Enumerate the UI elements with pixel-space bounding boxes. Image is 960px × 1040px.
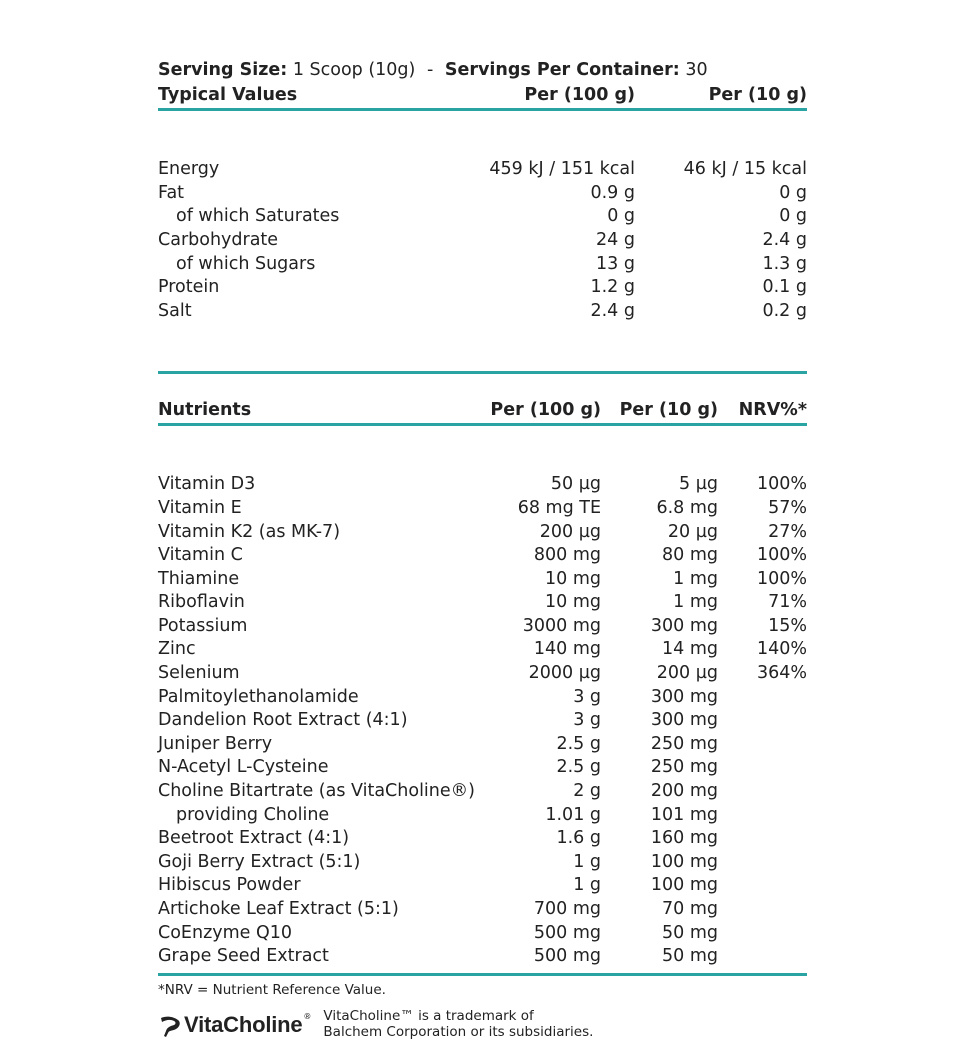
nutrient-name: CoEnzyme Q10	[158, 922, 293, 943]
nutrient-row	[158, 945, 807, 969]
nutrient-name: Vitamin K2 (as MK-7)	[158, 521, 341, 542]
trademark-notice: VitaCholine™ is a trademark of Balchem Corporation or its subsidiaries.	[323, 1007, 594, 1040]
value-per-10g: 2.4 g	[762, 229, 807, 250]
teal-rule-bottom	[158, 973, 807, 976]
nutrient-name: providing Choline	[176, 804, 330, 825]
value-per-10g: 46 kJ / 15 kcal	[683, 159, 807, 180]
serving-size-label: Serving Size:	[158, 60, 288, 80]
teal-rule	[158, 110, 807, 135]
value-per-10g: 80 mg	[662, 545, 718, 566]
value-per-100g: 3000 mg	[522, 615, 601, 636]
nutrient-row	[158, 709, 807, 733]
nutrient-name: Selenium	[158, 663, 240, 684]
teal-rule	[158, 372, 807, 397]
value-per-10g: 300 mg	[650, 615, 718, 636]
value-per-100g: 1.2 g	[590, 277, 635, 298]
value-nrv	[718, 756, 807, 780]
value-per-100g: 140 mg	[533, 639, 601, 660]
value-nrv	[718, 827, 807, 851]
value-per-10g: 0 g	[779, 206, 807, 227]
typical-row	[158, 253, 807, 277]
nutrient-name: Riboflavin	[158, 592, 245, 613]
nutrition-panel	[158, 58, 807, 1040]
value-per-10g: 0.1 g	[762, 277, 807, 298]
value-per-10g: 160 mg	[650, 828, 718, 849]
value-per-10g: 300 mg	[650, 686, 718, 707]
value-nrv	[718, 945, 807, 969]
value-per-100g: 50 µg	[550, 474, 601, 495]
value-per-100g: 24 g	[596, 229, 635, 250]
header-nutrients: Nutrients	[158, 400, 252, 421]
typical-row	[158, 276, 807, 300]
value-nrv	[718, 686, 807, 710]
value-nrv: 57%	[768, 497, 807, 518]
nutrient-row	[158, 898, 807, 922]
nutrient-name: Hibiscus Powder	[158, 875, 301, 896]
typical-values-header	[158, 82, 807, 110]
nutrient-name: Vitamin C	[158, 545, 243, 566]
value-nrv: 100%	[756, 474, 807, 495]
nutrient-name: Energy	[158, 159, 220, 180]
nutrient-row	[158, 874, 807, 898]
typical-row	[158, 205, 807, 229]
value-nrv: 27%	[768, 521, 807, 542]
value-nrv: 71%	[768, 592, 807, 613]
value-nrv	[718, 922, 807, 946]
value-per-100g: 68 mg TE	[517, 497, 601, 518]
value-per-100g: 2000 µg	[528, 663, 601, 684]
nutrient-row	[158, 780, 807, 804]
value-per-100g: 10 mg	[545, 568, 601, 589]
typical-row	[158, 158, 807, 182]
value-per-10g: 0.2 g	[762, 300, 807, 321]
nutrient-name: of which Sugars	[176, 253, 316, 274]
nutrient-row	[158, 686, 807, 710]
typical-row	[158, 229, 807, 253]
nutrient-name: Artichoke Leaf Extract (5:1)	[158, 899, 399, 919]
nutrient-name: Thiamine	[158, 568, 240, 589]
value-per-100g: 200 µg	[539, 521, 601, 542]
nutrient-name: Salt	[158, 300, 192, 321]
header-per-100g: Per (100 g)	[524, 85, 635, 105]
value-nrv: 100%	[756, 568, 807, 589]
header-per-100g: Per (100 g)	[490, 400, 601, 421]
nutrient-name: Goji Berry Extract (5:1)	[158, 851, 361, 872]
nutrient-name: Palmitoylethanolamide	[158, 686, 359, 707]
value-nrv: 15%	[768, 615, 807, 636]
nutrient-row	[158, 827, 807, 851]
value-per-10g: 250 mg	[650, 733, 718, 754]
teal-rule	[158, 425, 807, 450]
nutrient-row	[158, 615, 807, 639]
serving-size-value: 1 Scoop (10g)	[292, 60, 416, 80]
nutrient-row	[158, 473, 807, 497]
value-per-100g: 1 g	[573, 851, 601, 872]
value-per-100g: 3 g	[573, 686, 601, 707]
nutrient-row	[158, 568, 807, 592]
value-nrv: 140%	[756, 639, 807, 660]
nrv-footnote: *NRV = Nutrient Reference Value.	[158, 981, 386, 998]
value-per-10g: 20 µg	[667, 521, 718, 542]
nutrient-name: of which Saturates	[176, 206, 340, 227]
value-per-100g: 500 mg	[533, 922, 601, 943]
vitacholine-logo	[158, 1012, 311, 1038]
value-per-10g: 14 mg	[662, 639, 718, 660]
value-nrv	[718, 851, 807, 875]
nutrient-row	[158, 521, 807, 545]
value-per-100g: 3 g	[573, 710, 601, 731]
value-per-100g: 800 mg	[533, 545, 601, 566]
value-nrv	[718, 804, 807, 828]
value-per-100g: 1 g	[573, 875, 601, 896]
value-per-100g: 13 g	[596, 253, 635, 274]
header-per-10g: Per (10 g)	[619, 400, 718, 421]
header-per-10g: Per (10 g)	[708, 85, 807, 105]
value-per-100g: 2.4 g	[590, 300, 635, 321]
nutrient-row	[158, 756, 807, 780]
brand-block	[158, 1008, 807, 1040]
value-per-10g: 1.3 g	[762, 253, 807, 274]
vitacholine-logo-text: VitaCholine	[184, 1011, 303, 1037]
value-per-10g: 300 mg	[650, 710, 718, 731]
value-per-100g: 459 kJ / 151 kcal	[489, 159, 635, 180]
value-per-100g: 1.01 g	[545, 804, 601, 825]
nutrient-name: Fat	[158, 182, 185, 203]
value-per-10g: 1 mg	[673, 568, 718, 589]
typical-row	[158, 182, 807, 206]
value-per-10g: 70 mg	[662, 899, 718, 919]
value-per-100g: 0 g	[607, 206, 635, 227]
value-nrv: 100%	[756, 545, 807, 566]
value-per-10g: 200 mg	[650, 781, 718, 802]
nutrient-name: Vitamin E	[158, 497, 242, 518]
value-per-100g: 2 g	[573, 781, 601, 802]
nutrient-name: Vitamin D3	[158, 474, 256, 495]
nutrient-name: Choline Bitartrate (as VitaCholine®)	[158, 781, 475, 802]
nutrient-row	[158, 497, 807, 521]
value-per-10g: 250 mg	[650, 757, 718, 778]
nutrients-header	[158, 397, 807, 425]
serving-info	[158, 58, 807, 82]
typical-row	[158, 300, 807, 324]
value-nrv	[718, 780, 807, 804]
value-per-100g: 2.5 g	[556, 733, 601, 754]
value-nrv	[718, 709, 807, 733]
nutrient-row	[158, 591, 807, 615]
value-per-10g: 100 mg	[650, 875, 718, 896]
serving-separator: -	[426, 60, 434, 80]
value-per-10g: 0 g	[779, 182, 807, 203]
value-nrv	[718, 874, 807, 898]
value-per-100g: 500 mg	[533, 946, 601, 967]
nutrients-table	[158, 347, 807, 969]
vitacholine-logo-icon	[158, 1012, 184, 1038]
value-per-10g: 6.8 mg	[656, 497, 718, 518]
value-per-10g: 50 mg	[662, 946, 718, 967]
value-per-100g: 10 mg	[545, 592, 601, 613]
registered-mark: ®	[303, 1012, 312, 1022]
header-typical-values: Typical Values	[158, 85, 298, 105]
value-per-10g: 100 mg	[650, 851, 718, 872]
servings-per-container-label: Servings Per Container:	[444, 60, 680, 80]
value-per-10g: 50 mg	[662, 922, 718, 943]
value-per-100g: 2.5 g	[556, 757, 601, 778]
typical-values-table	[158, 82, 807, 347]
nutrient-name: Potassium	[158, 615, 248, 636]
nutrient-name: Beetroot Extract (4:1)	[158, 828, 350, 849]
nutrient-row	[158, 544, 807, 568]
nutrient-name: N-Acetyl L-Cysteine	[158, 757, 329, 778]
nutrient-name: Juniper Berry	[158, 733, 273, 754]
nutrient-row	[158, 662, 807, 686]
value-per-10g: 101 mg	[650, 804, 718, 825]
nutrient-name: Dandelion Root Extract (4:1)	[158, 710, 408, 731]
nutrient-row	[158, 851, 807, 875]
nutrient-row	[158, 638, 807, 662]
nutrient-name: Protein	[158, 277, 220, 298]
nutrient-row	[158, 922, 807, 946]
value-per-10g: 200 µg	[656, 663, 718, 684]
nutrient-row	[158, 804, 807, 828]
value-per-100g: 1.6 g	[556, 828, 601, 849]
value-per-100g: 0.9 g	[590, 182, 635, 203]
value-nrv: 364%	[756, 663, 807, 684]
value-per-10g: 5 µg	[679, 474, 718, 495]
value-nrv	[718, 898, 807, 922]
nutrient-row	[158, 733, 807, 757]
servings-per-container-value: 30	[685, 60, 708, 80]
value-per-100g: 700 mg	[533, 899, 601, 919]
value-per-10g: 1 mg	[673, 592, 718, 613]
nutrient-name: Carbohydrate	[158, 229, 279, 250]
nutrient-name: Grape Seed Extract	[158, 946, 329, 967]
header-nrv: NRV%*	[738, 400, 807, 421]
value-nrv	[718, 733, 807, 757]
nutrient-name: Zinc	[158, 639, 196, 660]
